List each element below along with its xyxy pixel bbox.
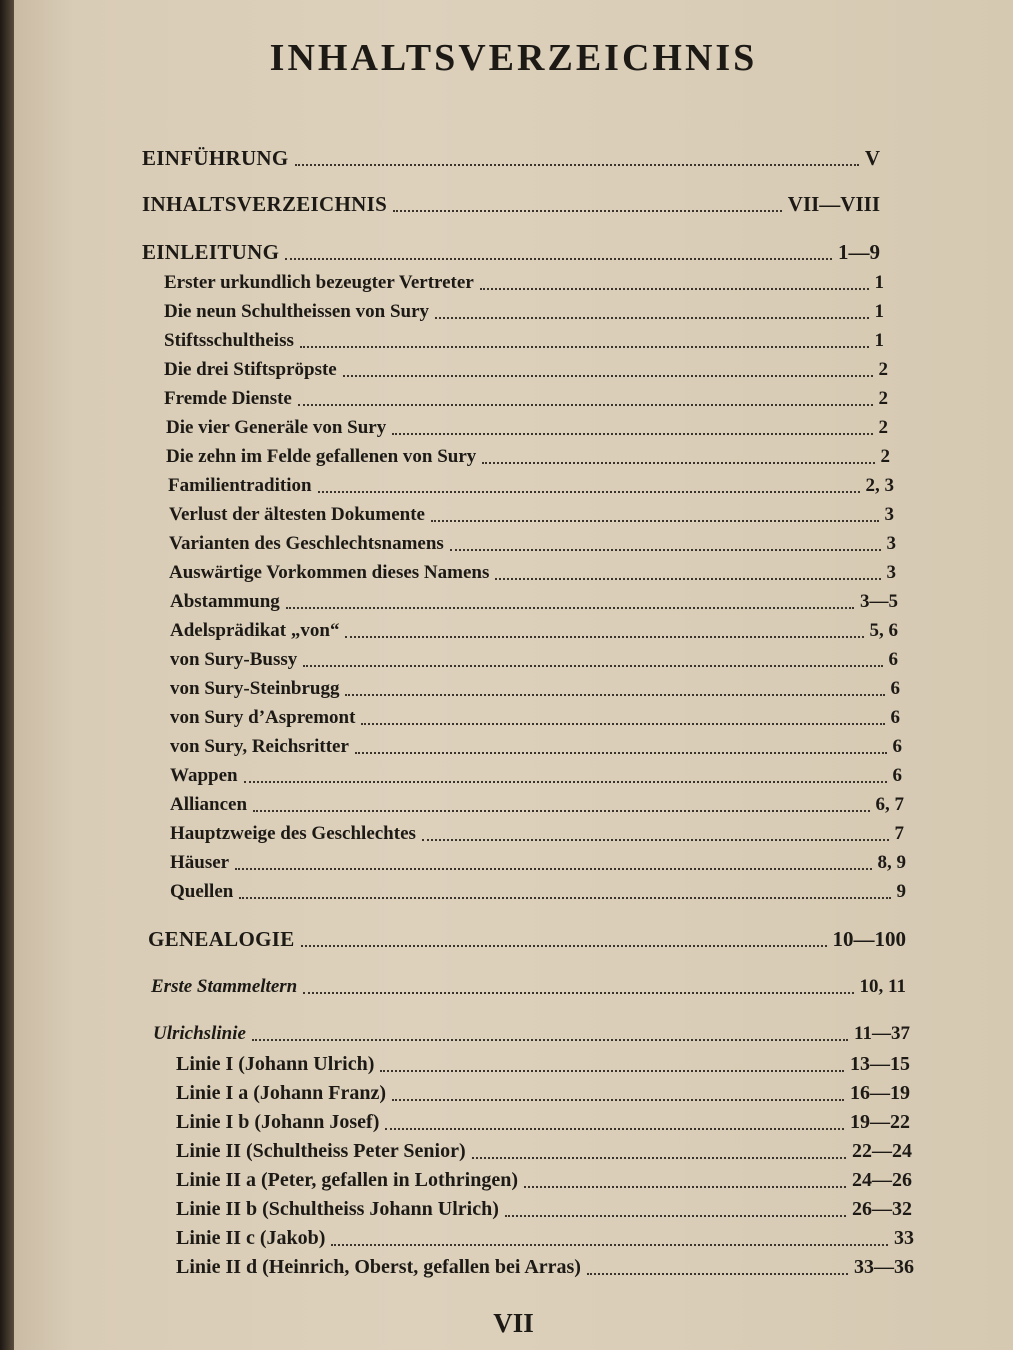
toc-entry [176, 1140, 912, 1163]
toc-entry [170, 823, 904, 845]
toc-entry-page: 19—22 [850, 1111, 910, 1133]
dot-leader [285, 258, 832, 260]
toc-entry-page: 11—37 [854, 1023, 910, 1044]
dot-leader [431, 520, 879, 522]
toc-entry-page: 7 [894, 823, 904, 844]
toc-entry-label: Linie II c (Jakob) [176, 1227, 326, 1249]
dot-leader [253, 810, 869, 812]
toc-entry-label: EINLEITUNG [142, 240, 280, 264]
toc-entry [166, 417, 888, 439]
toc-entry-label: Varianten des Geschlechtsnamens [169, 533, 444, 554]
toc-entry-label: Linie II d (Heinrich, Oberst, gefallen bei Arras) [176, 1256, 581, 1278]
toc-entry-page: V [864, 146, 880, 170]
toc-entry-label: von Sury-Steinbrugg [170, 678, 340, 699]
dot-leader [244, 781, 887, 783]
dot-leader [380, 1070, 844, 1072]
toc-entry-page: 1—9 [838, 240, 880, 264]
toc-entry [170, 852, 906, 874]
toc-entry [164, 301, 884, 323]
toc-entry-label: Häuser [170, 852, 230, 873]
toc-entry-page: 3 [884, 504, 894, 525]
toc-entry-page: 3 [886, 562, 896, 583]
page-number: VII [493, 1308, 534, 1338]
dot-leader [524, 1186, 846, 1188]
toc-entry-page: 33 [894, 1227, 914, 1249]
toc-entry-page: 2 [878, 388, 888, 409]
toc-entry-label: Die vier Generäle von Sury [166, 417, 387, 438]
dot-leader [392, 433, 872, 435]
dot-leader [587, 1273, 848, 1275]
toc-entry-page: 22—24 [852, 1140, 912, 1162]
toc-entry-page: 33—36 [854, 1256, 914, 1278]
toc-entry-page: 16—19 [850, 1082, 910, 1104]
toc-entry-page: 5, 6 [869, 620, 898, 641]
toc-entry [142, 240, 880, 265]
toc-entry [164, 388, 888, 410]
toc-entry-page: 24—26 [852, 1169, 912, 1191]
toc-entry-page: 1 [874, 272, 884, 293]
toc-entry-page: 9 [896, 881, 906, 902]
toc-entry [176, 1198, 912, 1221]
toc-entry-page: 6, 7 [875, 794, 904, 815]
dot-leader [303, 665, 882, 667]
toc-entry-page: 6 [892, 736, 902, 757]
toc-entry [176, 1256, 914, 1279]
toc-entry [142, 146, 880, 171]
dot-leader [392, 1099, 844, 1101]
toc-entry-page: 6 [888, 649, 898, 670]
toc-entry-page: 6 [890, 678, 900, 699]
book-page [14, 0, 1013, 1350]
toc-entry [170, 765, 902, 787]
toc-entry [151, 976, 906, 998]
toc-entry [142, 192, 880, 217]
toc-entry [170, 591, 898, 613]
dot-leader [422, 839, 889, 841]
toc-entry-page: 2, 3 [865, 475, 894, 496]
toc-entry-label: Linie I (Johann Ulrich) [176, 1053, 375, 1075]
toc-entry-label: Quellen [170, 881, 234, 902]
toc-entry [169, 562, 896, 584]
toc-entry-label: von Sury, Reichsritter [170, 736, 349, 757]
dot-leader [331, 1244, 888, 1246]
toc-entry-label: Verlust der ältesten Dokumente [169, 504, 425, 525]
toc-entry [170, 736, 902, 758]
dot-leader [300, 346, 869, 348]
page-title: INHALTSVERZEICHNIS [269, 37, 758, 79]
toc-entry-page: 3 [886, 533, 896, 554]
dot-leader [345, 636, 863, 638]
toc-entry-label: Linie I a (Johann Franz) [176, 1082, 387, 1104]
toc-entry [176, 1111, 910, 1134]
dot-leader [495, 578, 880, 580]
toc-entry [170, 649, 898, 671]
toc-entry [169, 533, 896, 555]
toc-entry-label: Erster urkundlich bezeugter Vertreter [164, 272, 474, 293]
toc-entry-label: Linie I b (Johann Josef) [176, 1111, 380, 1133]
dot-leader [303, 992, 853, 994]
toc-entry-page: 26—32 [852, 1198, 912, 1220]
toc-entry-label: von Sury-Bussy [170, 649, 298, 670]
toc-entry [169, 504, 894, 526]
toc-entry-page: 10—100 [832, 927, 906, 951]
toc-entry-label: Linie II a (Peter, gefallen in Lothringen) [176, 1169, 519, 1191]
toc-entry [153, 1023, 910, 1045]
toc-entry-label: Alliancen [170, 794, 248, 815]
dot-leader [235, 868, 871, 870]
toc-entry [164, 272, 884, 294]
dot-leader [343, 375, 873, 377]
toc-entry [170, 881, 906, 903]
toc-entry-label: Die drei Stiftspröpste [164, 359, 337, 380]
toc-entry-label: Ulrichslinie [153, 1023, 246, 1044]
toc-entry-label: Linie II (Schultheiss Peter Senior) [176, 1140, 466, 1162]
toc-entry-page: 3—5 [860, 591, 898, 612]
toc-entry [170, 678, 900, 700]
toc-entry-label: Hauptzweige des Geschlechtes [170, 823, 416, 844]
toc-entry-page: VII—VIII [787, 192, 880, 216]
dot-leader [239, 897, 890, 899]
toc-entry-page: 6 [890, 707, 900, 728]
toc-entry-label: von Sury d’Aspremont [170, 707, 356, 728]
toc-entry-page: 10, 11 [859, 976, 906, 997]
toc-entry-label: Wappen [170, 765, 238, 786]
toc-entry [170, 620, 898, 642]
toc-entry [176, 1053, 910, 1076]
toc-entry-page: 8, 9 [877, 852, 906, 873]
dot-leader [505, 1215, 846, 1217]
toc-entry-label: Auswärtige Vorkommen dieses Namens [169, 562, 490, 583]
dot-leader [286, 607, 854, 609]
dot-leader [355, 752, 887, 754]
toc-entry-page: 1 [874, 301, 884, 322]
dot-leader [252, 1039, 848, 1041]
toc-entry-label: GENEALOGIE [148, 927, 295, 951]
dot-leader [345, 694, 884, 696]
toc-entry-label: Stiftsschultheiss [164, 330, 294, 351]
dot-leader [318, 491, 860, 493]
toc-entry [164, 359, 888, 381]
toc-entry-page: 2 [878, 359, 888, 380]
toc-entry-page: 13—15 [850, 1053, 910, 1075]
toc-entry [164, 330, 884, 352]
toc-entry-page: 6 [892, 765, 902, 786]
toc-entry [170, 707, 900, 729]
toc-entry-label: Abstammung [170, 591, 280, 612]
dot-leader [301, 945, 827, 947]
toc-entry [166, 446, 890, 468]
dot-leader [385, 1128, 844, 1130]
dot-leader [361, 723, 884, 725]
toc-entry-page: 1 [874, 330, 884, 351]
toc-entry [170, 794, 904, 816]
toc-entry-label: INHALTSVERZEICHNIS [142, 192, 388, 216]
toc-entry-page: 2 [880, 446, 890, 467]
book-spine-shadow [0, 0, 14, 1350]
dot-leader [450, 549, 881, 551]
toc-entry [176, 1227, 914, 1250]
toc-entry-label: EINFÜHRUNG [142, 146, 289, 170]
toc-entry-label: Linie II b (Schultheiss Johann Ulrich) [176, 1198, 499, 1220]
toc-entry [148, 927, 906, 952]
toc-entry [176, 1169, 912, 1192]
toc-entry-label: Die neun Schultheissen von Sury [164, 301, 430, 322]
dot-leader [298, 404, 873, 406]
toc-entry-label: Erste Stammeltern [151, 976, 298, 997]
dot-leader [435, 317, 868, 319]
toc-entry [176, 1082, 910, 1105]
toc-entry-label: Fremde Dienste [164, 388, 292, 409]
toc-entry-label: Die zehn im Felde gefallenen von Sury [166, 446, 477, 467]
toc-entry-page: 2 [878, 417, 888, 438]
dot-leader [472, 1157, 846, 1159]
dot-leader [393, 210, 782, 212]
toc-entry-label: Familientradition [168, 475, 312, 496]
dot-leader [480, 288, 869, 290]
toc-entry [168, 475, 894, 497]
dot-leader [295, 164, 859, 166]
dot-leader [482, 462, 874, 464]
toc-entry-label: Adelsprädikat „von“ [170, 620, 340, 641]
